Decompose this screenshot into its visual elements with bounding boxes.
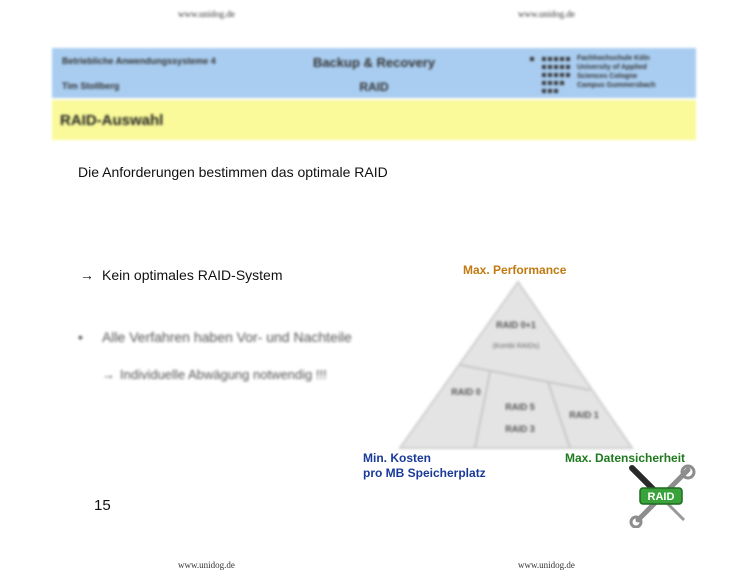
institution-name: Fachhochschule Köln University of Applied Sciences Cologne Campus Gummersbach	[577, 55, 656, 89]
institution-logo-icon	[530, 55, 570, 91]
raid-tools-icon	[626, 464, 696, 528]
segment-raid-1: RAID 1	[569, 410, 599, 420]
label-pro-mb-speicherplatz: pro MB Speicherplatz	[363, 466, 486, 480]
raid-badge-label: RAID	[647, 491, 675, 503]
watermark-bottom-right: www.unidog.de	[518, 560, 575, 570]
course-title: Betriebliche Anwendungssysteme 4	[62, 56, 216, 66]
page-number: 15	[94, 497, 111, 514]
segment-raid-5: RAID 5	[505, 402, 535, 412]
watermark-bottom-left: www.unidog.de	[178, 560, 235, 570]
label-min-kosten: Min. Kosten	[363, 451, 431, 465]
segment-raid-01-sub: (Kombi RAIDs)	[492, 343, 540, 350]
title-band	[52, 100, 696, 140]
label-max-datensicherheit: Max. Datensicherheit	[565, 451, 686, 465]
raid-triangle-diagram	[380, 270, 650, 460]
watermark-top-right: www.unidog.de	[518, 9, 575, 19]
conclusion-arrow-icon: →	[80, 267, 94, 283]
segment-raid-01: RAID 0+1	[496, 320, 536, 330]
watermark-top-left: www.unidog.de	[178, 9, 235, 19]
sub-bullet-text: Individuelle Abwägung notwendig !!!	[120, 367, 327, 382]
bullet-icon: •	[78, 329, 83, 345]
segment-raid-3: RAID 3	[505, 424, 535, 434]
topic-title: Backup & Recovery	[312, 55, 436, 70]
intro-text: Die Anforderungen bestimmen das optimale RAID	[78, 164, 388, 180]
sub-arrow-icon: →	[102, 367, 115, 382]
label-max-performance: Max. Performance	[463, 263, 567, 277]
author-name: Tim Stollberg	[62, 81, 120, 91]
slide-header	[52, 48, 696, 98]
subtopic-title: RAID	[359, 80, 389, 94]
slide-title: RAID-Auswahl	[60, 112, 164, 129]
triangle-shape	[400, 282, 632, 448]
bullet-text: Alle Verfahren haben Vor- und Nachteile	[102, 329, 352, 345]
segment-raid-0: RAID 0	[451, 387, 481, 397]
conclusion-text: Kein optimales RAID-System	[102, 267, 283, 283]
